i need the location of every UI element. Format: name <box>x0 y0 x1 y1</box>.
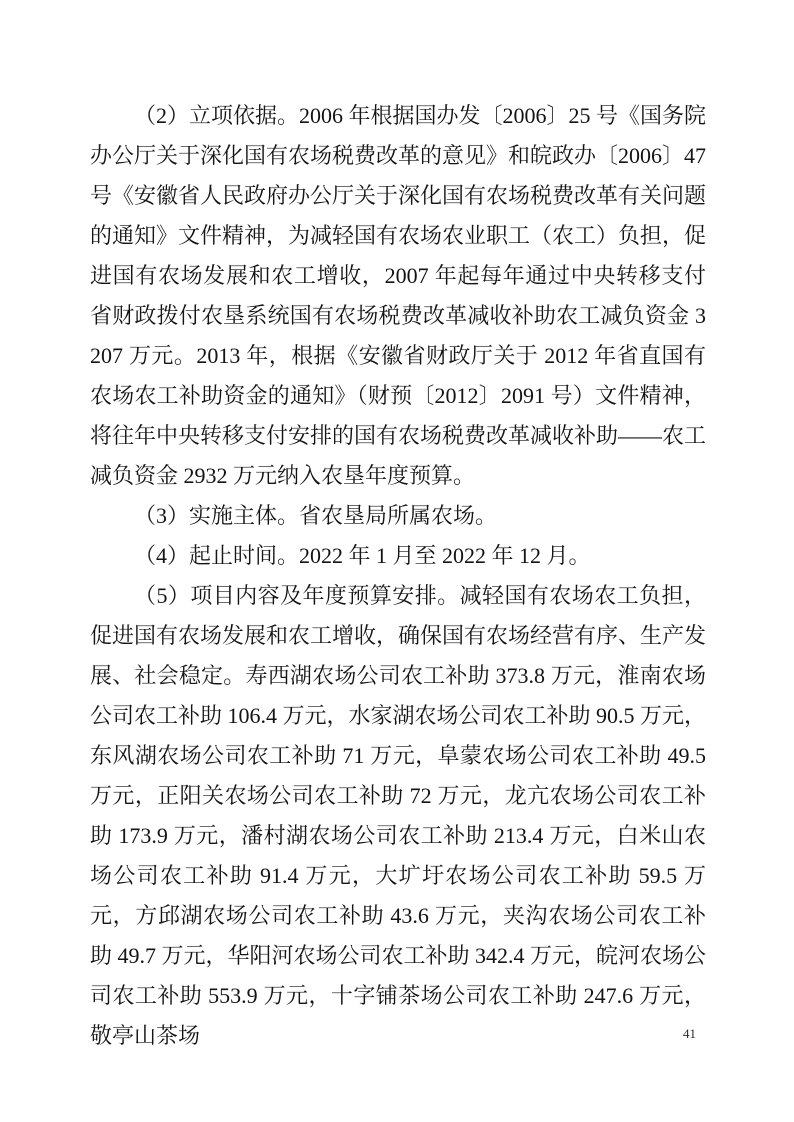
paragraph: （2）立项依据。2006 年根据国办发〔2006〕25 号《国务院办公厅关于深化国有农场税费改革的意见》和皖政办〔2006〕47 号《安徽省人民政府办公厅关于深化国有农场税费改革有关问题的通知》文件精神，为减轻国有农场农业职工（农工）负担，促进国有农场发展和农工增收，2007 年起每年通过中央转移支付省财政拨付农垦系统国有农场税费改革减收补助农工减负资金 3207 万元。2013 年，根据《安徽省财政厅关于 2012 年省直国有农场农工补助资金的通知》（财预〔2012〕2091 号）文件精神，将往年中央转移支付安排的国有农场税费改革减收补助——农工减负资金 2932 万元纳入农垦年度预算。 <box>90 103 707 488</box>
paragraph: （3）实施主体。省农垦局所属农场。 <box>134 503 498 528</box>
page-number: 41 <box>683 1026 696 1041</box>
paragraph: （4）起止时间。2022 年 1 月至 2022 年 12 月。 <box>134 543 591 568</box>
paragraph: （5）项目内容及年度预算安排。减轻国有农场农工负担，促进国有农场发展和农工增收，确保国有农场经营有序、生产发展、社会稳定。寿西湖农场公司农工补助 373.8 万元，淮南农场公司农工补助 106.4 万元，水家湖农场公司农工补助 90.5 万元，东风湖农场公司农工补助 71 万元，阜蒙农场公司农工补助 49.5 万元，正阳关农场公司农工补助 72 万元，龙亢农场公司农工补助 173.9 万元，潘村湖农场公司农工补助 213.4 万元，白米山农场公司农工补助 91.4 万元，大圹圩农场公司农工补助 59.5 万元，方邱湖农场公司农工补助 43.6 万元，夹沟农场公司农工补助 49.7 万元，华阳河农场公司农工补助 342.4 万元，皖河农场公司农工补助 553.9 万元，十字铺茶场公司农工补助 247.6 万元，敬亭山茶场 <box>90 583 707 1048</box>
document-body <box>90 96 706 1056</box>
